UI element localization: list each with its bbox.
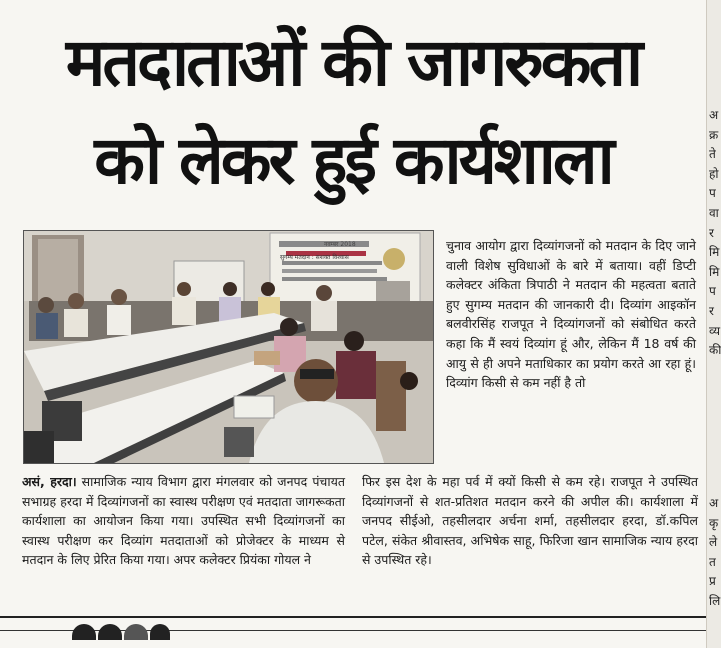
ornament-dot [124, 624, 148, 640]
adjacent-article-edge [706, 0, 721, 648]
banner-date-text: नवम्बर 2018 [324, 241, 356, 248]
ornament-dots [72, 624, 172, 640]
article-body-lead: सामाजिक न्याय विभाग द्वारा मंगलवार को जनपद पंचायत सभाग्रह हरदा में दिव्यांगजनों का स्वास्थ परीक्षण एवं मतदाता जागरूकता कार्यशाला का आयोजन किया गया। उपस्थित सभी दिव्यांगजनों का स्वास्थ परीक्षण कर दिव्यांग मतदाताओं को प्रोजेक्टर के माध्यम से मतदान के लिए प्रेरित किया गया। अपर कलेक्टर प्रियंका गोयल ने [22, 474, 345, 568]
dateline: असं, हरदा। [22, 474, 77, 489]
headline-line-2: को लेकर हुई कार्यशाला [94, 122, 612, 199]
headline-line-1: मतदाताओं की जागरुकता [65, 24, 641, 101]
article-column-bottom-right: फिर इस देश के महा पर्व में क्यों किसी से कम रहे। राजपूत ने उपस्थित दिव्यांगजनों से शत-प्रतिशत मतदान करने की अपील की। कार्यशाला में जनपद सीईओ, तहसीलदार अर्चना शर्मा, तहसीलदार हरदा, डॉ.कपिल पटेल, संकेत श्रीवास्तव, अभिषेक साहू, फिरिजा खान सामाजिक न्याय हरदा से उपस्थित रहे। [362, 474, 698, 568]
adjacent-column-bottom: अ कृ ले त प्र लि [709, 496, 721, 608]
photo-illustration [24, 231, 433, 463]
bottom-rule [0, 616, 706, 618]
ornament-dot [72, 624, 96, 640]
banner-slogan-text: सुगम्य मतदान : सशक्त विश्वास [280, 254, 349, 261]
ornament-dot [150, 624, 170, 640]
ornament-dot [98, 624, 122, 640]
workshop-photo [23, 230, 434, 464]
adjacent-column-top: अ क्र ते हो प वा र मि मि प र व्य की [709, 108, 721, 358]
article-column-right: चुनाव आयोग द्वारा दिव्यांगजनों को मतदान के दिए जाने वाली विशेष सुविधाओं के बारे में बताया। वहीं डिप्टी कलेक्टर अंकिता त्रिपाठी ने मतदान की महत्वता बताते हुए सुगम्य मतदान की जानकारी दी। दिव्यांग आइकॉन बलवीरसिंह राजपूत ने दिव्यांगजनों को संबोधित करते कहा कि मैं स्वयं दिव्यांग हूं और, लेकिन मैं 18 वर्ष की आयु से ही अपने मताधिकार का प्रयोग करते आ रहा हूं। दिव्यांग किसी से कम नहीं है तो [446, 238, 696, 391]
article-column-bottom-left [22, 472, 345, 570]
